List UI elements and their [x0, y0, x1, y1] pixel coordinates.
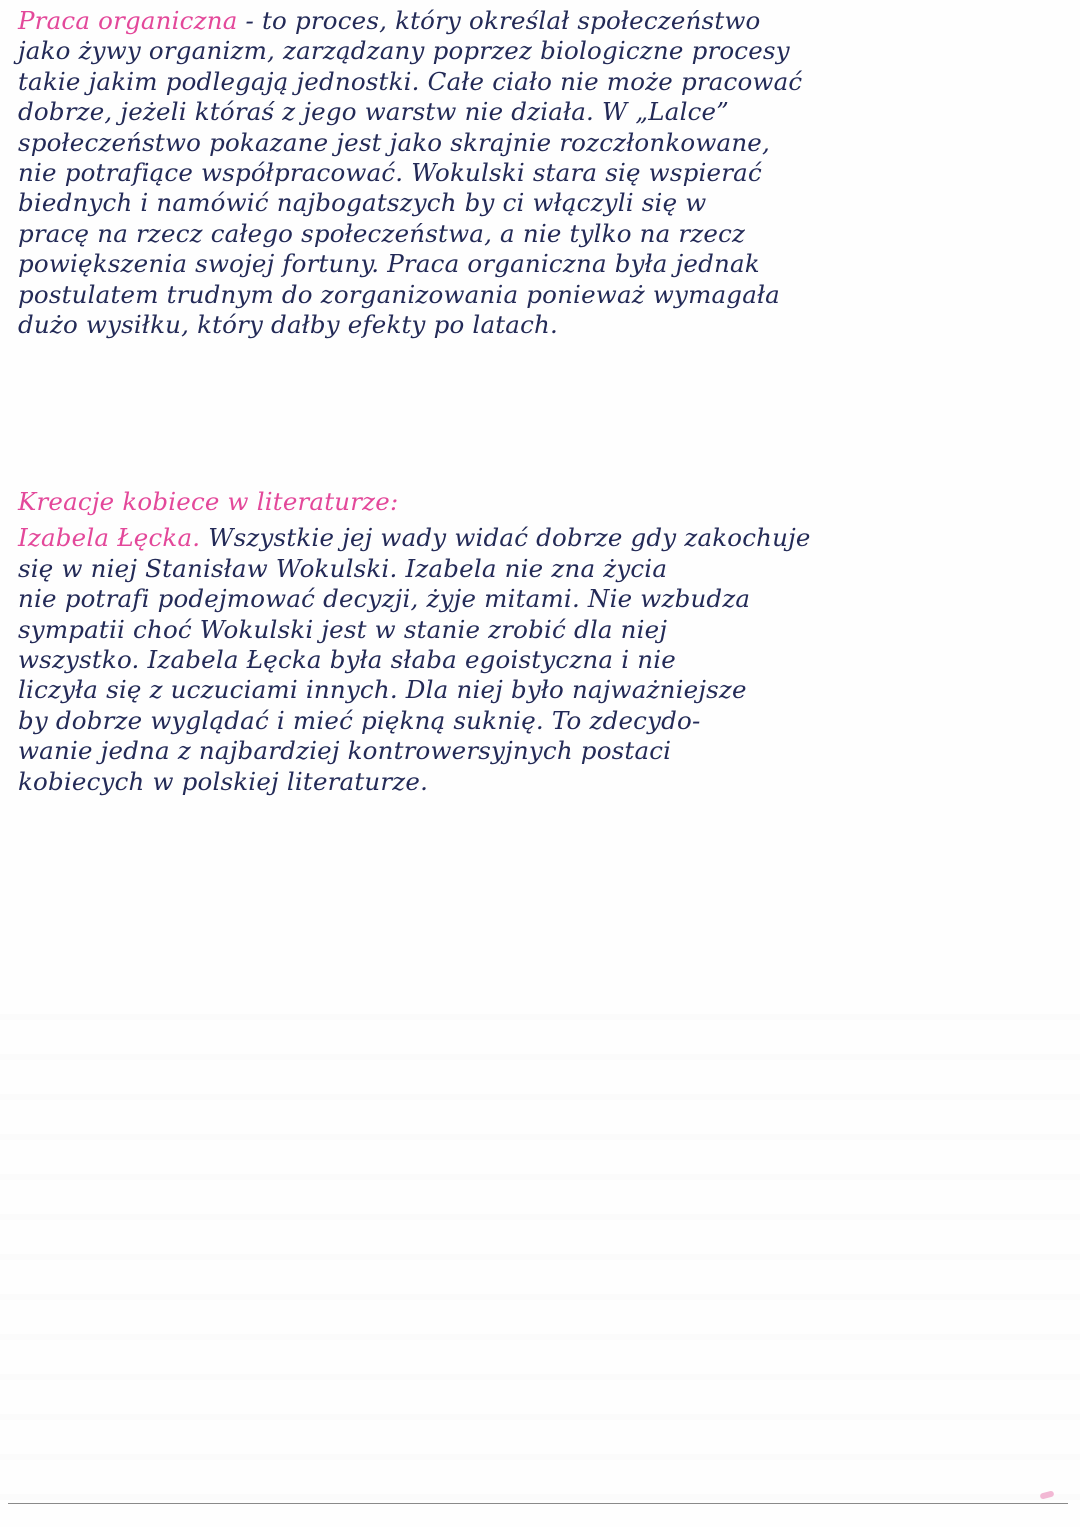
section-heading: Kreacje kobiece w literaturze:: [18, 487, 399, 516]
section-kreacje-kobiece: [18, 487, 1058, 797]
paragraph-line: nie potrafiące współpracować. Wokulski stara się wspierać: [18, 158, 762, 188]
paragraph-line: dobrze, jeżeli któraś z jego warstw nie działa. W „Lalce”: [18, 97, 729, 127]
paragraph-line: społeczeństwo pokazane jest jako skrajnie rozczłonkowane,: [18, 127, 770, 157]
paper-bleed-through: [0, 980, 1080, 1500]
paragraph-line: Praca organiczna - to proces, który określał społeczeństwo: [18, 6, 761, 35]
paragraph-line: dużo wysiłku, który dałby efekty po latach.: [18, 310, 558, 340]
paragraph-line: jako żywy organizm, zarządzany poprzez biologiczne procesy: [18, 36, 790, 66]
paragraph-line: się w niej Stanisław Wokulski. Izabela nie zna życia: [18, 553, 668, 583]
paragraph-line: nie potrafi podejmować decyzji, żyje mitami. Nie wzbudza: [18, 584, 751, 614]
paragraph-line: powiększenia swojej fortuny. Praca organiczna była jednak: [18, 249, 760, 279]
paragraph-line: takie jakim podlegają jednostki. Całe ciało nie może pracować: [18, 66, 803, 96]
paragraph-line: Izabela Łęcka. Wszystkie jej wady widać dobrze gdy zakochuje: [18, 523, 811, 553]
paragraph-line: postulatem trudnym do zorganizowania ponieważ wymagała: [18, 279, 780, 309]
paragraph-line: sympatii choć Wokulski jest w stanie zrobić dla niej: [18, 614, 668, 644]
section-praca-organiczna: [18, 6, 1058, 340]
term-izabela-lecka: Izabela Łęcka.: [18, 523, 201, 553]
paragraph-line: pracę na rzecz całego społeczeństwa, a nie tylko na rzecz: [18, 218, 746, 248]
term-praca-organiczna: Praca organiczna: [18, 6, 238, 35]
paragraph-line: biednych i namówić najbogatszych by ci włączyli się w: [18, 188, 707, 218]
paragraph-line: wanie jedna z najbardziej kontrowersyjnych postaci: [18, 736, 672, 766]
paragraph-line: kobiecych w polskiej literaturze.: [18, 766, 429, 796]
bottom-rule: [8, 1503, 1068, 1504]
paragraph-line: wszystko. Izabela Łęcka była słaba egoistyczna i nie: [18, 645, 676, 675]
paragraph-line: by dobrze wyglądać i mieć piękną suknię. To zdecydo-: [18, 705, 701, 735]
paragraph-line: liczyła się z uczuciami innych. Dla niej było najważniejsze: [18, 675, 747, 705]
